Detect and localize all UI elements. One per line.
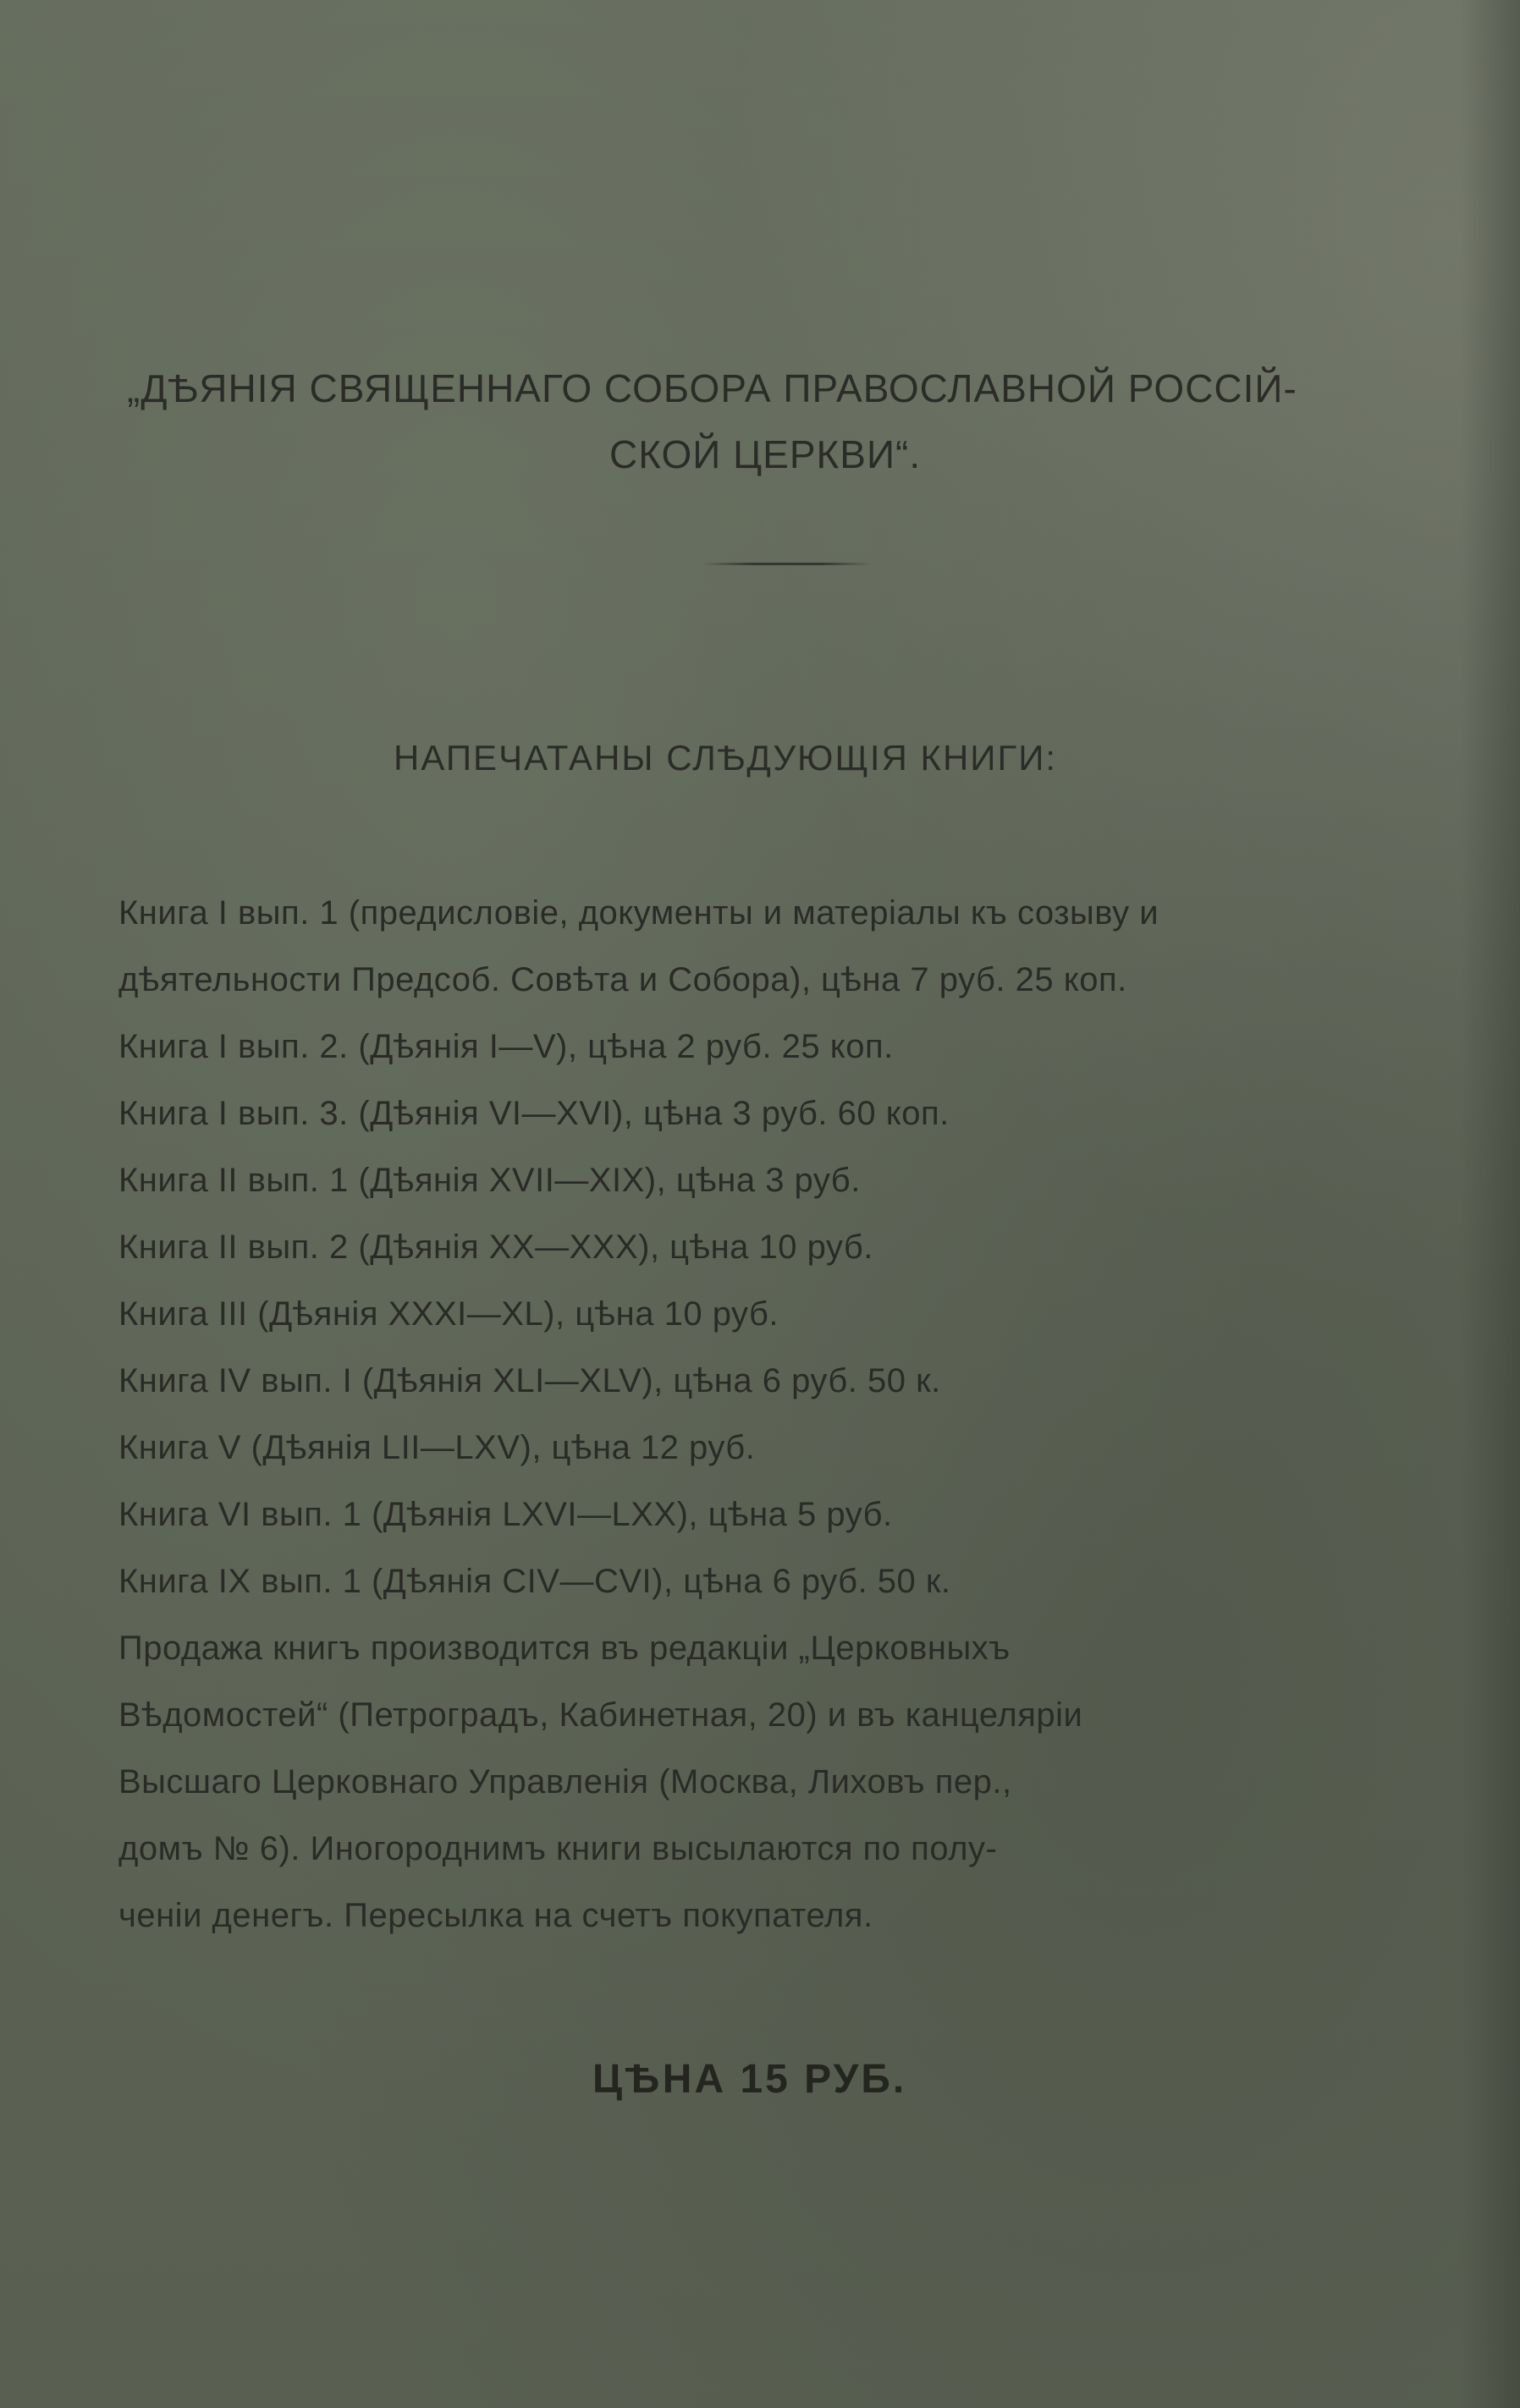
sales-info-line: Высшаго Церковнаго Управленія (Москва, Лиховъ пер.,: [118, 1763, 1012, 1801]
book-list-line: дѣятельности Предсоб. Совѣта и Собора), цѣна 7 руб. 25 коп.: [118, 961, 1127, 998]
book-list-line: Книга II вып. 1 (Дѣянія XVII—XIX), цѣна 3 руб.: [118, 1162, 861, 1199]
sales-info-line: ченіи денегъ. Пересылка на счетъ покупателя.: [118, 1897, 873, 1934]
sales-info-line: Вѣдомостей“ (Петроградъ, Кабинетная, 20) и въ канцеляріи: [118, 1696, 1083, 1734]
series-title-line-1: „ДѢЯНІЯ СВЯЩЕННАГО СОБОРА ПРАВОСЛАВНОЙ РОССІЙ-: [127, 366, 1297, 410]
sales-info-line: Продажа книгъ производится въ редакціи „Церковныхъ: [118, 1630, 1011, 1667]
ornamental-divider: [702, 563, 872, 565]
book-list-line: Книга VI вып. 1 (Дѣянія LXVI—LXX), цѣна 5 руб.: [118, 1496, 893, 1533]
book-list-line: Книга IV вып. I (Дѣянія XLI—XLV), цѣна 6 руб. 50 к.: [118, 1362, 941, 1399]
published-books-heading: НАПЕЧАТАНЫ СЛѢДУЮЩІЯ КНИГИ:: [394, 738, 1058, 778]
series-title: [127, 355, 1447, 487]
book-list-line: Книга V (Дѣянія LII—LXV), цѣна 12 руб.: [118, 1429, 756, 1466]
book-list-line: Книга II вып. 2 (Дѣянія XX—XXX), цѣна 10 руб.: [118, 1229, 873, 1266]
book-list-line: Книга I вып. 3. (Дѣянія VI—XVI), цѣна 3 руб. 60 коп.: [118, 1095, 950, 1132]
book-list-line: Книга I вып. 1 (предисловіе, документы и матеріалы къ созыву и: [118, 894, 1159, 932]
series-title-line-2: СКОЙ ЦЕРКВИ“.: [609, 432, 922, 476]
book-list-line: Книга I вып. 2. (Дѣянія I—V), цѣна 2 руб. 25 коп.: [118, 1028, 894, 1065]
book-list-line: Книга IX вып. 1 (Дѣянія CIV—CVI), цѣна 6 руб. 50 к.: [118, 1563, 951, 1600]
book-list: [118, 880, 1456, 1949]
price-label: ЦѢНА 15 РУБ.: [592, 2057, 907, 2102]
sales-info-line: домъ № 6). Иногороднимъ книги высылаются по полу-: [118, 1830, 998, 1867]
book-list-line: Книга III (Дѣянія XXXI—XL), цѣна 10 руб.: [118, 1295, 779, 1333]
page-edge-shadow: [1461, 0, 1520, 2408]
